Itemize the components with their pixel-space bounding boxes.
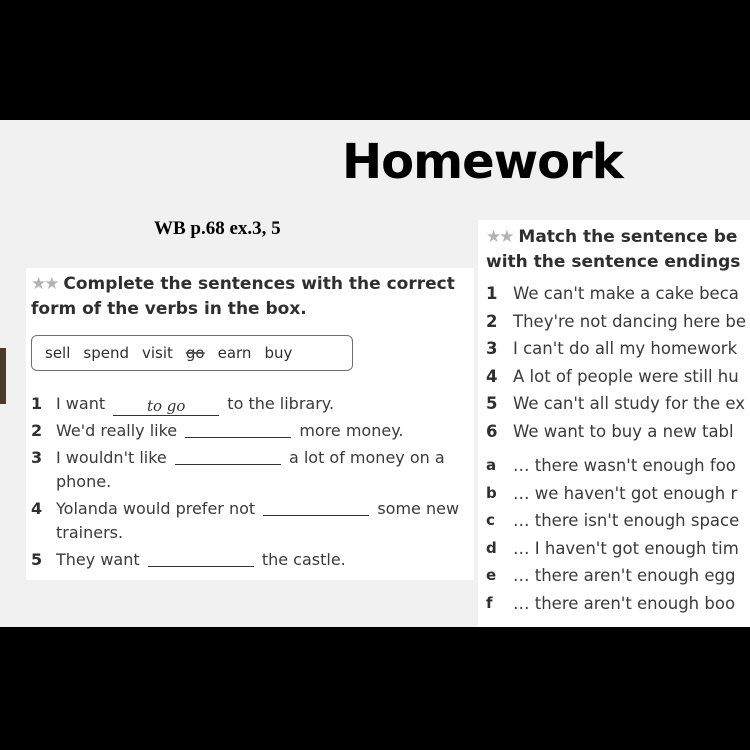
instruction-line-2: with the sentence endings [486, 252, 741, 272]
sentence-beginnings-list [486, 280, 750, 445]
instruction-line-1: Complete the sentences with the correct [63, 274, 455, 294]
sentence-end: to the library. [227, 394, 335, 413]
item-number: 2 [486, 311, 498, 331]
left-edge-marker [0, 348, 6, 404]
exercise-instruction [31, 272, 471, 322]
sentence-number: 1 [31, 394, 43, 413]
sentence-start: They want [56, 550, 140, 569]
answer-blank[interactable] [263, 499, 369, 516]
sentence-end: the castle. [261, 550, 346, 569]
verb-earn: earn [217, 344, 252, 362]
item-number: 4 [486, 366, 498, 386]
sentence-start: Yolanda would prefer not [56, 499, 256, 518]
item-number: 1 [486, 284, 498, 303]
list-item [486, 535, 750, 563]
answer-blank[interactable] [148, 550, 254, 567]
sentence-item [31, 497, 476, 545]
difficulty-stars-icon: ★★ [486, 227, 513, 247]
sentence-end: more money. [299, 421, 404, 440]
sentence-number: 2 [31, 421, 43, 440]
exercise-card-complete-sentences [26, 268, 474, 580]
answer-blank[interactable] [185, 421, 291, 438]
sentence-start: I wouldn't like [56, 448, 167, 467]
item-text: … there wasn't enough foo [513, 456, 736, 475]
sentence-end: some new trainers. [56, 499, 460, 542]
instruction-line-1: Match the sentence be [518, 227, 738, 247]
verb-spend: spend [83, 344, 129, 362]
sentence-item [31, 392, 476, 416]
verb-visit: visit [141, 344, 173, 362]
difficulty-stars-icon: ★★ [31, 274, 58, 294]
list-item [486, 335, 750, 363]
item-text: A lot of people were still hu [513, 366, 739, 386]
item-letter: d [486, 538, 497, 557]
item-letter: a [486, 456, 497, 474]
list-item [486, 418, 750, 446]
sentence-list [31, 392, 476, 575]
item-number: 6 [486, 421, 498, 441]
list-item [486, 390, 750, 418]
item-number: 5 [486, 394, 498, 413]
workbook-reference: WB p.68 ex.3, 5 [154, 218, 281, 239]
item-text: … there aren't enough egg [513, 566, 736, 585]
item-text: I can't do all my homework [513, 339, 738, 358]
answer-blank[interactable] [113, 399, 219, 416]
list-item [486, 308, 750, 336]
exercise-card-match-sentences [478, 220, 750, 627]
verb-buy: buy [264, 344, 293, 362]
list-item [486, 590, 750, 618]
answer-blank[interactable] [175, 448, 281, 465]
verb-go-crossed-out: go [185, 344, 205, 362]
item-text: They're not dancing here be [513, 311, 746, 331]
sentence-start: We'd really like [56, 421, 178, 440]
item-number: 3 [486, 339, 498, 358]
verb-sell: sell [45, 344, 71, 362]
handwritten-answer: to go [146, 397, 186, 415]
item-letter: b [486, 483, 497, 502]
list-item [486, 507, 750, 535]
instruction-line-2: form of the verbs in the box. [31, 299, 307, 319]
sentence-number: 5 [31, 550, 43, 569]
item-text: We want to buy a new tabl [513, 421, 734, 441]
list-item [486, 280, 750, 308]
item-letter: f [486, 593, 493, 612]
list-item [486, 562, 750, 590]
verb-box [31, 335, 353, 371]
sentence-endings-list [486, 452, 750, 617]
item-letter: e [486, 566, 497, 584]
item-letter: c [486, 511, 495, 529]
list-item [486, 452, 750, 480]
sentence-item [31, 419, 476, 443]
item-text: … I haven't got enough tim [513, 538, 739, 558]
item-text: … there isn't enough space [513, 511, 740, 530]
sentence-item [31, 548, 476, 572]
list-item [486, 363, 750, 391]
sentence-number: 4 [31, 499, 43, 518]
item-text: We can't all study for the ex [513, 394, 746, 413]
item-text: … there aren't enough boo [513, 593, 736, 613]
page-title: Homework [342, 134, 623, 190]
sentence-end: a lot of money on a phone. [56, 448, 445, 491]
exercise-instruction [486, 225, 750, 275]
sentence-item [31, 446, 476, 494]
item-text: … we haven't got enough r [513, 483, 738, 503]
homework-slide [0, 120, 750, 627]
sentence-number: 3 [31, 448, 43, 467]
item-text: We can't make a cake beca [513, 284, 739, 303]
list-item [486, 480, 750, 508]
sentence-start: I want [56, 394, 106, 413]
